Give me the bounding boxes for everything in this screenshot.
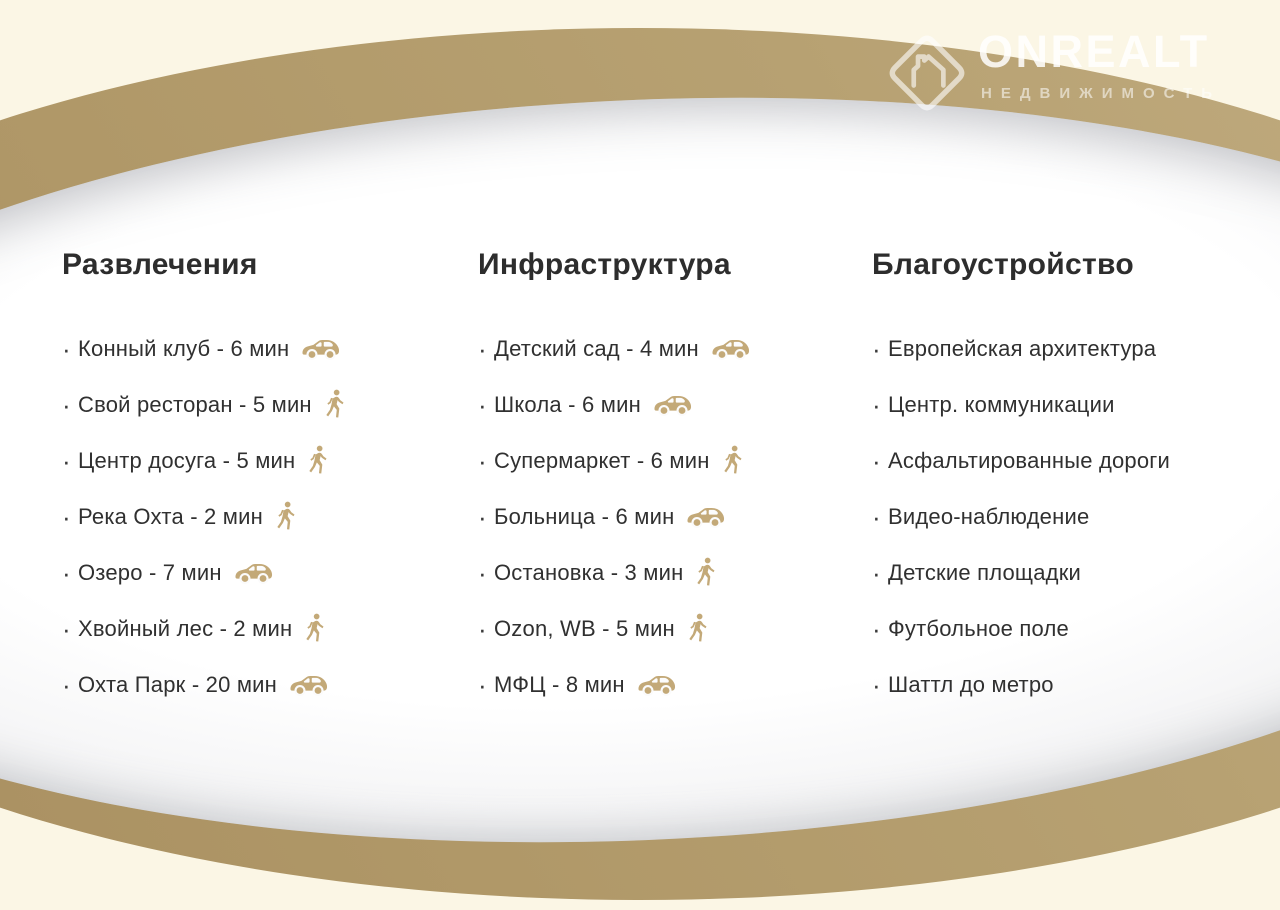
bullet: · [872, 558, 881, 588]
walk-icon [688, 613, 709, 644]
car-icon [638, 672, 676, 697]
item-label: Школа - 6 мин [494, 392, 641, 417]
bullet: · [62, 670, 71, 700]
car-icon [235, 560, 273, 585]
column-title: Инфраструктура [478, 248, 731, 281]
car-icon [687, 504, 725, 529]
item-label: Ozon, WB - 5 мин [494, 616, 675, 641]
list-item [872, 670, 1262, 700]
column-amenities [872, 248, 1262, 726]
car-icon [654, 392, 692, 417]
walk-icon [325, 389, 346, 420]
item-label: Центр досуга - 5 мин [78, 448, 296, 473]
item-label: Футбольное поле [888, 616, 1069, 641]
bullet: · [478, 614, 487, 644]
list-item [872, 502, 1262, 532]
item-label: Асфальтированные дороги [888, 448, 1171, 473]
list-item [872, 334, 1262, 364]
item-label: Шаттл до метро [888, 672, 1054, 697]
car-icon [302, 336, 340, 361]
bullet: · [62, 446, 71, 476]
bullet: · [872, 614, 881, 644]
walk-icon [696, 557, 717, 588]
list-item [62, 614, 452, 644]
walk-icon [276, 501, 297, 532]
item-label: Река Охта - 2 мин [78, 504, 263, 529]
list-item [62, 670, 452, 700]
list-item [478, 558, 868, 588]
bullet: · [62, 502, 71, 532]
list-item [478, 502, 868, 532]
column-title: Развлечения [62, 248, 258, 281]
car-icon [290, 672, 328, 697]
bullet: · [478, 558, 487, 588]
item-label: Озеро - 7 мин [78, 560, 222, 585]
list-item [62, 390, 452, 420]
bullet: · [478, 670, 487, 700]
item-label: Детский сад - 4 мин [494, 336, 699, 361]
item-label: Хвойный лес - 2 мин [78, 616, 293, 641]
bullet: · [872, 502, 881, 532]
car-icon [712, 336, 750, 361]
list-item [478, 334, 868, 364]
brand-logo [888, 28, 1248, 114]
item-label: Центр. коммуникации [888, 392, 1115, 417]
column-entertainment [62, 248, 452, 726]
item-label: Супермаркет - 6 мин [494, 448, 710, 473]
item-label: Охта Парк - 20 мин [78, 672, 278, 697]
house-diamond-icon [888, 34, 966, 117]
bullet: · [478, 502, 487, 532]
bullet: · [62, 390, 71, 420]
list-item [62, 502, 452, 532]
column-infrastructure [478, 248, 868, 726]
walk-icon [308, 445, 329, 476]
list-item [478, 670, 868, 700]
list-item [478, 614, 868, 644]
walk-icon [305, 613, 326, 644]
list-item [62, 334, 452, 364]
brand-subtitle: НЕДВИЖИМОСТЬ [981, 85, 1222, 102]
column-items [478, 334, 868, 700]
list-item [872, 446, 1262, 476]
bullet: · [872, 670, 881, 700]
item-label: Детские площадки [888, 560, 1082, 585]
list-item [478, 390, 868, 420]
walk-icon [723, 445, 744, 476]
bullet: · [478, 334, 487, 364]
list-item [872, 558, 1262, 588]
bullet: · [872, 446, 881, 476]
column-items [872, 334, 1262, 700]
brand-name: ONREALT [978, 26, 1210, 77]
list-item [62, 558, 452, 588]
list-item [872, 614, 1262, 644]
item-label: Свой ресторан - 5 мин [78, 392, 312, 417]
bullet: · [62, 614, 71, 644]
list-item [478, 446, 868, 476]
item-label: Больница - 6 мин [494, 504, 675, 529]
item-label: Конный клуб - 6 мин [78, 336, 290, 361]
item-label: Видео-наблюдение [888, 504, 1090, 529]
column-items [62, 334, 452, 700]
bullet: · [872, 390, 881, 420]
bullet: · [478, 446, 487, 476]
bullet: · [478, 390, 487, 420]
bullet: · [872, 334, 881, 364]
item-label: Остановка - 3 мин [494, 560, 684, 585]
item-label: МФЦ - 8 мин [494, 672, 625, 697]
list-item [872, 390, 1262, 420]
column-title: Благоустройство [872, 248, 1134, 281]
item-label: Европейская архитектура [888, 336, 1157, 361]
bullet: · [62, 334, 71, 364]
list-item [62, 446, 452, 476]
bullet: · [62, 558, 71, 588]
